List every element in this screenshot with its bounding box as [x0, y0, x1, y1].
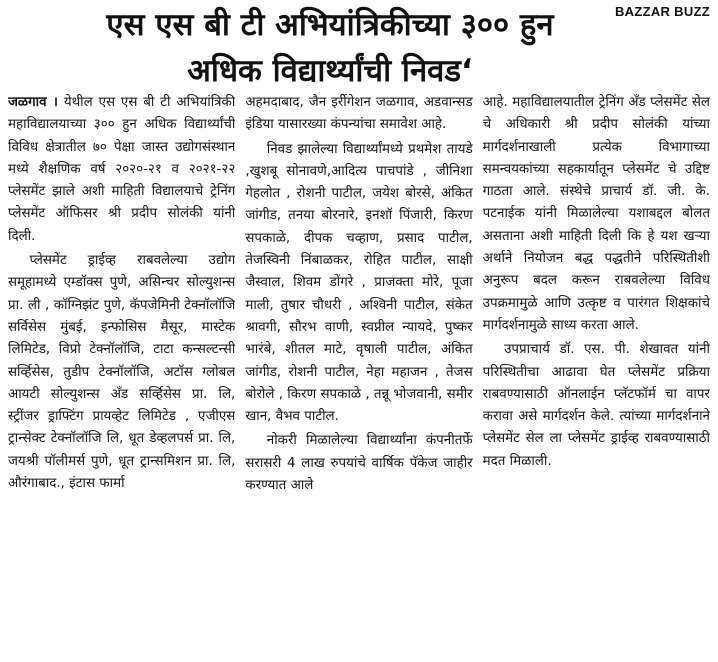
paragraph: आहे. महाविद्यालयातील ट्रेनिंग अँड प्लेसमेंट सेल चे अधिकारी श्री प्रदीप सोलंकी यांच्या मार्गदर्शनाखाली प्रत्येक विभागाच्या समन्वयकांच्या सहकार्यातून प्लेसमेंट चे उद्दिष्ट गाठता आले. संस्थेचे प्राचार्य डॉ. जी. के. पटनाईक यांनी मिळालेल्या यशाबद्दल बोलत असताना अशी माहिती दिली कि हे यश खऱ्या अर्थाने नियोजन बद्ध पद्धतीने परिस्थितीशी अनुरूप बदल करून राबवलेल्या विविध उपक्रमामुळे आणि उत्कृष्ट व पारंगत शिक्षकांचे मार्गदर्शनामुळे साध्य करता आले. [482, 95, 710, 333]
publication-name: BAZZAR BUZZ [614, 4, 710, 19]
article-column-2 [245, 92, 472, 658]
paragraph: अहमदाबाद, जैन इर्रीगेशन जळगाव, अडवान्सड इंडिया यासारख्या कंपन्यांचा समावेश आहे. [245, 95, 473, 133]
paragraph-text: येथील एस एस बी टी अभियांत्रिकी महाविद्यालयाच्या ३०० हुन अधिक विद्यार्थ्यांची विविध क्षेत्रातील ७० पेक्षा जास्त उद्योगसंस्थान मध्ये शैक्षणिक वर्ष २०२०-२१ व २०२१-२२ प्लेसमेंट झाले अशी माहिती विद्यालयाचे ट्रेनिंग प्लेसमेंट ऑफिसर श्री प्रदीप सोलंकी यांनी दिली. [8, 95, 236, 244]
paragraph [8, 92, 235, 248]
headline-line-1: एस एस बी टी अभियांत्रिकीच्या ३०० हुन [106, 7, 554, 43]
headline-line-2: अधिक विद्यार्थ्यांची निवड‘ [187, 53, 473, 89]
paragraph: नोकरी मिळालेल्या विद्यार्थ्यांना कंपनीतर्फे सरासरी 4 लाख रुपयांचे वार्षिक पॅकेज जाहीर करण्यात आले [245, 433, 473, 494]
paragraph: निवड झालेल्या विद्यार्थ्यांमध्ये प्रथमेश तायडे ,खुशबू सोनावणे,आदित्य पाचपांडे , जीनिशा गेहलोत , रोशनी पाटील, जयेश बोरसे, अंकित जांगीड, तनया बोरनारे, इनशॉ पिंजारी, किरण सपकाळे, दीपक चव्हाण, प्रसाद पाटील, तेजस्विनी निंबाळकर, रोहित पाटील, साक्षी जैस्वाल, शिवम डोंगरे , प्राजक्ता मोरे, पूजा माली, तुषार चौधरी , अश्विनी पाटील, संकेत श्रावगी, सौरभ वाणी, स्वप्नील न्यायदे, पुष्कर भारंबे, शीतल माटे, वृषाली पाटील, अंकित जांगीड, रोशनी पाटील, नेहा महाजन , तेजस बोरोले , किरण सपकाळे , तन्नू भोजवानी, समीर खान, वैभव पाटील. [245, 141, 473, 425]
article-column-1 [8, 92, 235, 658]
article-column-3 [483, 92, 710, 658]
article-body [8, 92, 710, 658]
paragraph: प्लेसमेंट ड्राईव्ह राबवलेल्या उद्योग समूहामध्ये एम्डॉक्स पुणे, असिन्चर सोल्युशन्स प्रा. ली , कॉग्निझंट पुणे, कॅपजेमिनी टेक्नॉलॉजि सर्विसेस मुंबई, इन्फोसिस मैसूर, मास्टेक लिमिटेड, विप्रो टेक्नॉलॉजि, टाटा कन्सल्टन्सी सर्व्हिसेस, तुडीप टेक्नॉलॉजि, अटॉस ग्लोबल आयटी सोल्युशन्स अँड सर्व्हिसेस प्रा. लि, स्ट्रींजर ड्राफ्टिंग प्रायव्हेट लिमिटेड , एजीएस ट्रान्सेक्ट टेक्नॉलॉजि लि, धूत डेव्हलपर्स प्रा. लि, जयश्री पॉलीमर्स पुणे, धूत ट्रान्समिशन प्रा. लि, औरंगाबाद., इंटास फार्मा [8, 253, 236, 492]
headline [40, 2, 620, 94]
dateline: जळगाव । [8, 95, 58, 110]
paragraph: उपप्राचार्य डॉ. एस. पी. शेखावत यांनी परिस्थितीचा आढावा घेत प्लेसमेंट प्रक्रिया राबवण्यासाठी ऑनलाईन प्लॅटफॉर्म चा वापर करावा असे मार्गदर्शन केले. त्यांच्या मार्गदर्शनाने प्लेसमेंट सेल ला प्लेसमेंट ड्राईव्ह राबवण्यासाठी मदत मिळाली. [482, 342, 710, 469]
